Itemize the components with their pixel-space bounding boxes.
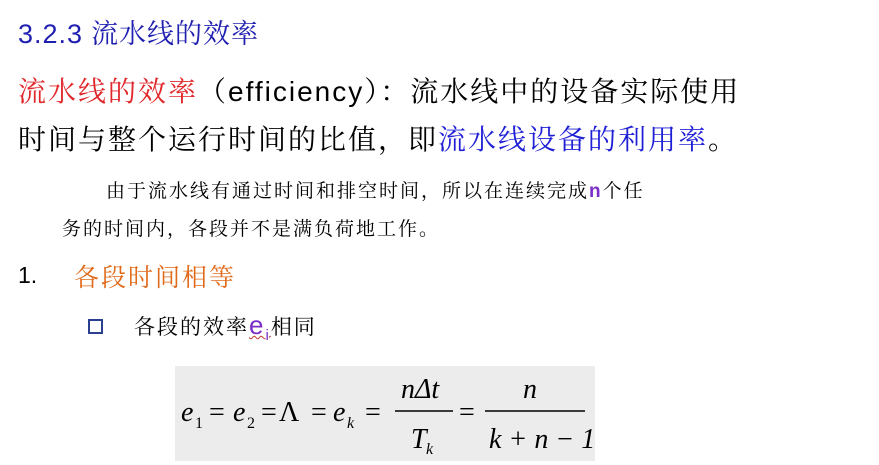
ei-base: e bbox=[249, 310, 266, 340]
section-title: 流水线的效率 bbox=[91, 19, 260, 50]
formula-ek: e bbox=[333, 397, 346, 428]
formula-eq-3: = bbox=[311, 397, 327, 428]
formula-sub-k: k bbox=[347, 415, 355, 432]
sub-item-text-end: 相同 bbox=[270, 315, 317, 339]
list-number: 1. bbox=[18, 262, 38, 288]
formula-den-2: k + n − 1 bbox=[489, 424, 595, 455]
efficiency-formula bbox=[175, 366, 595, 461]
explanation-text-1: 由于流水线有通过时间和排空时间，所以在连续完成 bbox=[106, 180, 590, 202]
section-heading bbox=[18, 12, 259, 51]
definition-english: （efficiency）： bbox=[198, 76, 411, 107]
formula-sub-1: 1 bbox=[195, 415, 203, 432]
definition-highlight: 流水线设备的利用率 bbox=[438, 123, 709, 156]
square-bullet-icon bbox=[88, 319, 103, 334]
formula-sub-2: 2 bbox=[247, 415, 255, 432]
definition-line-2 bbox=[18, 118, 738, 158]
explanation-line-2: 务的时间内，各段并不是满负荷地工作。 bbox=[62, 218, 441, 240]
formula-num-2: n bbox=[523, 374, 537, 405]
explanation-text-1b: 个任 bbox=[602, 180, 645, 202]
section-number: 3.2.3 bbox=[18, 19, 84, 49]
definition-term: 流水线的效率 bbox=[18, 75, 199, 108]
variable-n: n bbox=[589, 181, 603, 202]
formula-den-1-sub: k bbox=[426, 441, 434, 458]
formula-e2: e bbox=[233, 397, 246, 428]
ei-subscript: i bbox=[265, 327, 271, 345]
formula-eq-2: = bbox=[261, 397, 277, 428]
sub-item bbox=[134, 310, 317, 344]
formula-num-1: nΔt bbox=[401, 374, 440, 405]
formula-lambda: Λ bbox=[279, 397, 300, 428]
list-title: 各段时间相等 bbox=[74, 263, 237, 292]
definition-line-1 bbox=[18, 70, 740, 110]
sub-item-text: 各段的效率 bbox=[134, 315, 249, 339]
formula-eq-1: = bbox=[209, 397, 225, 428]
explanation-line-1 bbox=[106, 176, 645, 203]
formula-den-1: T bbox=[411, 424, 427, 455]
formula-svg bbox=[175, 366, 595, 461]
formula-e1: e bbox=[181, 397, 194, 428]
formula-eq-4: = bbox=[365, 397, 381, 428]
definition-text-2: 时间与整个运行时间的比值，即 bbox=[18, 123, 439, 156]
definition-end: 。 bbox=[708, 123, 739, 156]
definition-text-1: 流水线中的设备实际使用 bbox=[410, 75, 741, 108]
variable-ei bbox=[249, 310, 271, 345]
formula-eq-5: = bbox=[459, 397, 475, 428]
